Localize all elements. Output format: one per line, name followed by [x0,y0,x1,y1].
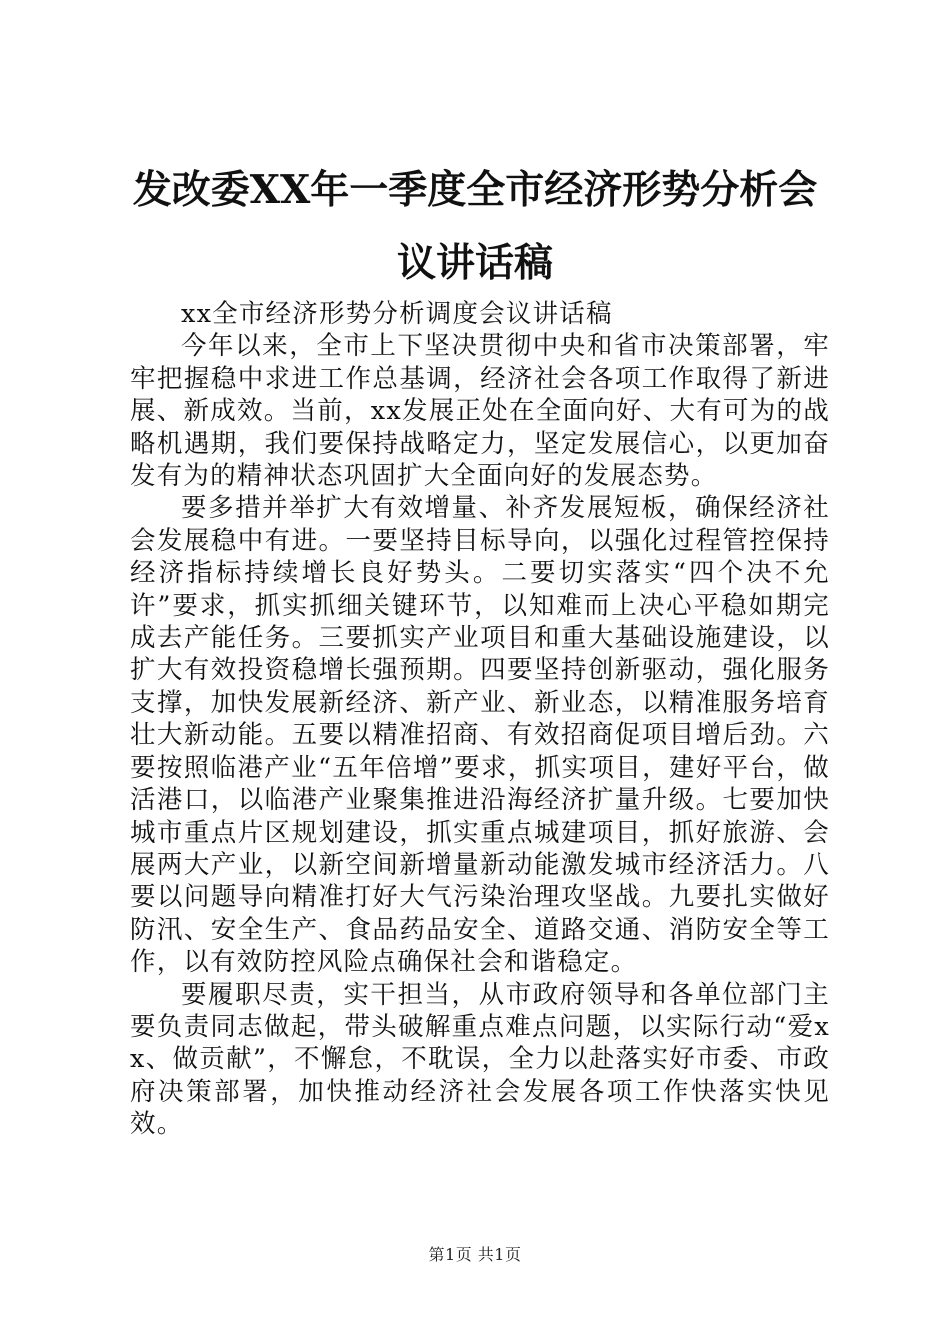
page-footer: 第1页 共1页 [428,1245,522,1264]
body-paragraph-3: 要履职尽责，实干担当，从市政府领导和各单位部门主要负责同志做起，带头破解重点难点问题，以实际行动“爱xx、做贡献”，不懈怠，不耽误，全力以赴落实好市委、市政府决策部署，加快推动经济社会发展各项工作快落实快见效。 [130,979,830,1140]
subtitle-paragraph: xx全市经济形势分析调度会议讲话稿 [181,299,613,329]
document-title: 发改委XX年一季度全市经济形势分析会议讲话稿 [132,167,818,286]
body-paragraph-2: 要多措并举扩大有效增量、补齐发展短板，确保经济社会发展稳中有进。一要坚持目标导向，以强化过程管控保持经济指标持续增长良好势头。二要切实落实“四个决不允许”要求，抓实抓细关键环节，以知难而上决心平稳如期完成去产能任务。三要抓实产业项目和重大基础设施建设，以扩大有效投资稳增长强预期。四要坚持创新驱动，强化服务支撑，加快发展新经济、新产业、新业态，以精准服务培育壮大新动能。五要以精准招商、有效招商促项目增后劲。六要按照临港产业“五年倍增”要求，抓实项目，建好平台，做活港口，以临港产业聚集推进沿海经济扩量升级。七要加快城市重点片区规划建设，抓实重点城建项目，抓好旅游、会展两大产业，以新空间新增量新动能激发城市经济活力。八要以问题导向精准打好大气污染治理攻坚战。九要扎实做好防汛、安全生产、食品药品安全、道路交通、消防安全等工作，以有效防控风险点确保社会和谐稳定。 [130,493,830,978]
body-paragraph-1: 今年以来，全市上下坚决贯彻中央和省市决策部署，牢牢把握稳中求进工作总基调，经济社会各项工作取得了新进展、新成效。当前，xx发展正处在全面向好、大有可为的战略机遇期，我们要保持战略定力，坚定发展信心，以更加奋发有为的精神状态巩固扩大全面向好的发展态势。 [130,331,830,492]
document-body [130,298,830,1141]
